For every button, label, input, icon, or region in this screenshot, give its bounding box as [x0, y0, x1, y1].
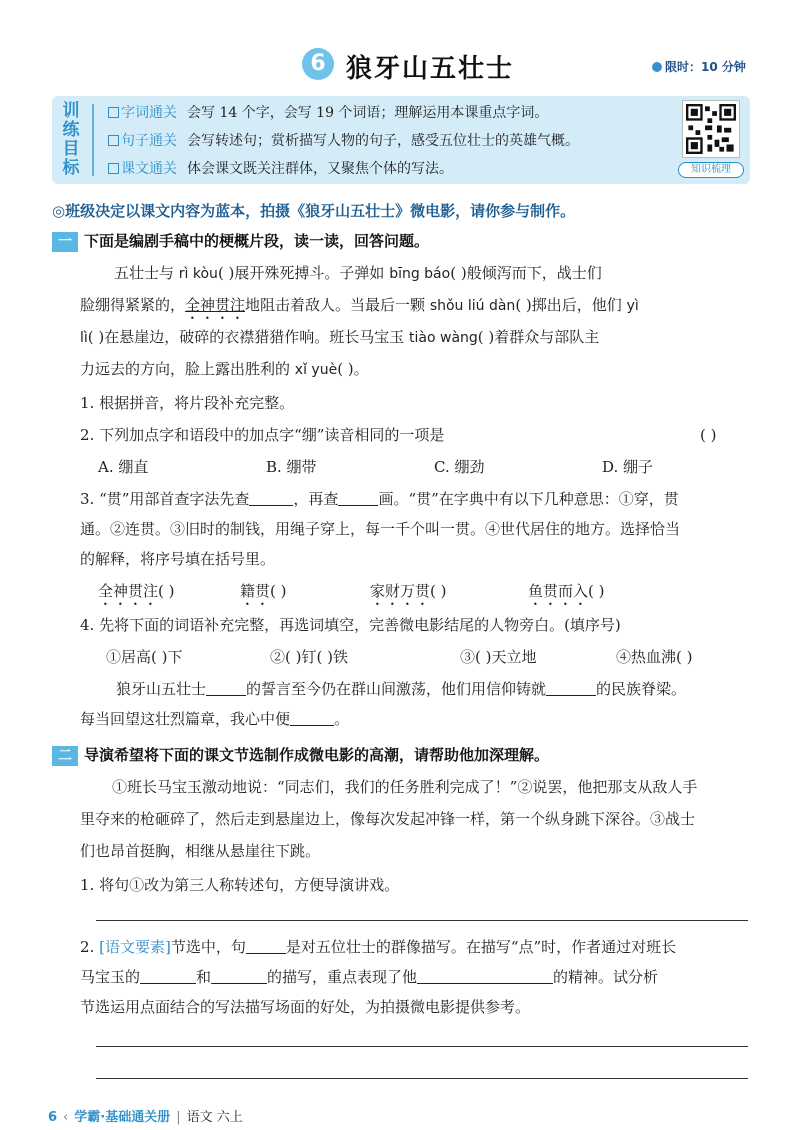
goal-tag: 句子通关	[121, 133, 177, 149]
fill-blank[interactable]	[338, 492, 378, 506]
fill-blank[interactable]	[140, 970, 196, 984]
question-2-2-line3: 节选运用点面结合的写法描写场面的好处，为拍摄微电影提供参考。	[80, 998, 531, 1016]
section-heading-text: 导演希望将下面的课文节选制作成微电影的高潮，请帮助他加深理解。	[84, 746, 550, 764]
passage-line-2: 脸绷得紧紧的，全神贯注地阻击着敌人。当最后一颗 shǒu liú dàn( )掷出后，他们 yì	[80, 296, 639, 314]
answer-line[interactable]	[96, 1046, 748, 1047]
page-number: 6	[48, 1110, 58, 1125]
subject-label: 语文 六上	[186, 1110, 243, 1125]
option-c[interactable]: C. 绷劲	[434, 458, 485, 476]
idiom-item[interactable]: ④热血沸( )	[616, 648, 693, 666]
section-heading-text: 下面是编剧手稿中的梗概片段，读一读，回答问题。	[84, 232, 430, 250]
intro-line	[52, 200, 575, 221]
fill-blank[interactable]	[246, 940, 286, 954]
qr-caption: 知识梳理	[678, 162, 744, 178]
passage-line-1: 五壮士与 rì kòu( )展开殊死搏斗。子弹如 bīng báo( )般倾泻而下，战士们	[114, 264, 602, 282]
question-1-3-line2: 通。②连贯。③旧时的制钱，用绳子穿上，每一千个叫一贯。④世代居住的地方。选择恰当	[80, 520, 681, 538]
question-1-4: 4. 先将下面的词语补充完整，再选词填空，完善微电影结尾的人物旁白。(填序号)	[80, 616, 621, 634]
passage-line-4: 力远去的方向，脸上露出胜利的 xǐ yuè( )。	[80, 360, 369, 378]
title-bar	[0, 44, 800, 84]
checkbox-icon	[108, 135, 119, 146]
fill-blank[interactable]	[417, 970, 553, 984]
passage-2-line-3: 们也昂首挺胸，相继从悬崖往下跳。	[80, 842, 321, 860]
idiom-item[interactable]: ①居高( )下	[106, 648, 183, 666]
timer-text: 限时：10 分钟	[665, 60, 746, 74]
goal-text: 会写 14 个字，会写 19 个词语；理解运用本课重点字词。	[187, 105, 549, 121]
section-1-heading	[52, 230, 429, 252]
section-number: 一	[52, 232, 78, 252]
answer-paren[interactable]: ( )	[700, 426, 717, 444]
idiom-item[interactable]: ③( )天立地	[460, 648, 537, 666]
question-1-2: 2. 下列加点字和语段中的加点字“绷”读音相同的一项是	[80, 426, 445, 444]
goals-divider	[92, 104, 94, 176]
fill-blank[interactable]	[290, 712, 334, 726]
word-item: 家财万贯( )	[370, 582, 447, 600]
narration-line-1: 狼牙山五壮士 的誓言至今仍在群山间激荡，他们用信仰铸就 的民族脊梁。	[116, 680, 687, 698]
passage-2-line-2: 里夺来的枪砸碎了，然后走到悬崖边上，像每次发起冲锋一样，第一个纵身跳下深谷。③战士	[80, 810, 696, 828]
question-1-3: 3. “贯”用部首查字法先查 ，再查 画。“贯”在字典中有以下几种意思：①穿，贯	[80, 490, 679, 508]
question-1-1: 1. 根据拼音，将片段补充完整。	[80, 394, 295, 412]
goals-label: 训练目标	[62, 101, 80, 178]
passage-line-3: lì( )在悬崖边，破碎的衣襟猎猎作响。班长马宝玉 tiào wàng( )着群众与部队主	[80, 328, 600, 346]
answer-line[interactable]	[96, 920, 748, 921]
footer: 6 ‹ 学霸·基础通关册 | 语文 六上	[48, 1110, 243, 1125]
word-item: 籍贯( )	[240, 582, 287, 600]
brand-name: 学霸·基础通关册	[74, 1110, 171, 1125]
fill-blank[interactable]	[211, 970, 267, 984]
lesson-number-badge: 6	[302, 48, 334, 80]
option-d[interactable]: D. 绷子	[602, 458, 654, 476]
goal-row-sentences	[108, 130, 579, 150]
lesson-title: 狼牙山五壮士	[346, 54, 515, 84]
intro-text: ◎班级决定以课文内容为蓝本，拍摄《狼牙山五壮士》微电影，请你参与制作。	[52, 202, 576, 220]
training-goals-box	[52, 96, 750, 184]
question-1-3-line3: 的解释，将序号填在括号里。	[80, 550, 276, 568]
option-a[interactable]: A. 绷直	[98, 458, 149, 476]
question-2-1: 1. 将句①改为第三人称转述句，方便导演讲戏。	[80, 876, 400, 894]
checkbox-icon	[108, 163, 119, 174]
question-2-2: 2. [语文要素]节选中，句 是对五位壮士的群像描写。在描写“点”时，作者通过对班长	[80, 938, 677, 956]
goal-tag: 课文通关	[121, 161, 177, 177]
qr-code-icon	[686, 104, 736, 154]
goal-text: 体会课文既关注群体，又聚焦个体的写法。	[187, 161, 453, 177]
timer-label	[652, 58, 746, 75]
section-2-heading	[52, 744, 549, 766]
goal-row-text	[108, 158, 453, 178]
clock-icon	[652, 62, 662, 72]
passage-2-line-1: ①班长马宝玉激动地说：“同志们，我们的任务胜利完成了！”②说罢，他把那支从敌人手	[112, 778, 698, 796]
goal-text: 会写转述句；赏析描写人物的句子，感受五位壮士的英雄气概。	[187, 133, 579, 149]
option-b[interactable]: B. 绷带	[266, 458, 317, 476]
fill-blank[interactable]	[546, 682, 596, 696]
word-item: 鱼贯而入( )	[528, 582, 605, 600]
section-number: 二	[52, 746, 78, 766]
narration-line-2: 每当回望这壮烈篇章，我心中便 。	[80, 710, 350, 728]
qr-code[interactable]	[682, 100, 740, 158]
fill-blank[interactable]	[206, 682, 246, 696]
goal-row-words	[108, 102, 548, 122]
word-item: 全神贯注( )	[98, 582, 175, 600]
fill-blank[interactable]	[249, 492, 293, 506]
goal-tag: 字词通关	[121, 105, 177, 121]
checkbox-icon	[108, 107, 119, 118]
answer-line[interactable]	[96, 1078, 748, 1079]
idiom-item[interactable]: ②( )钉( )铁	[270, 648, 348, 666]
question-2-2-line2: 马宝玉的 和 的描写，重点表现了他 的精神。试分析	[80, 968, 659, 986]
